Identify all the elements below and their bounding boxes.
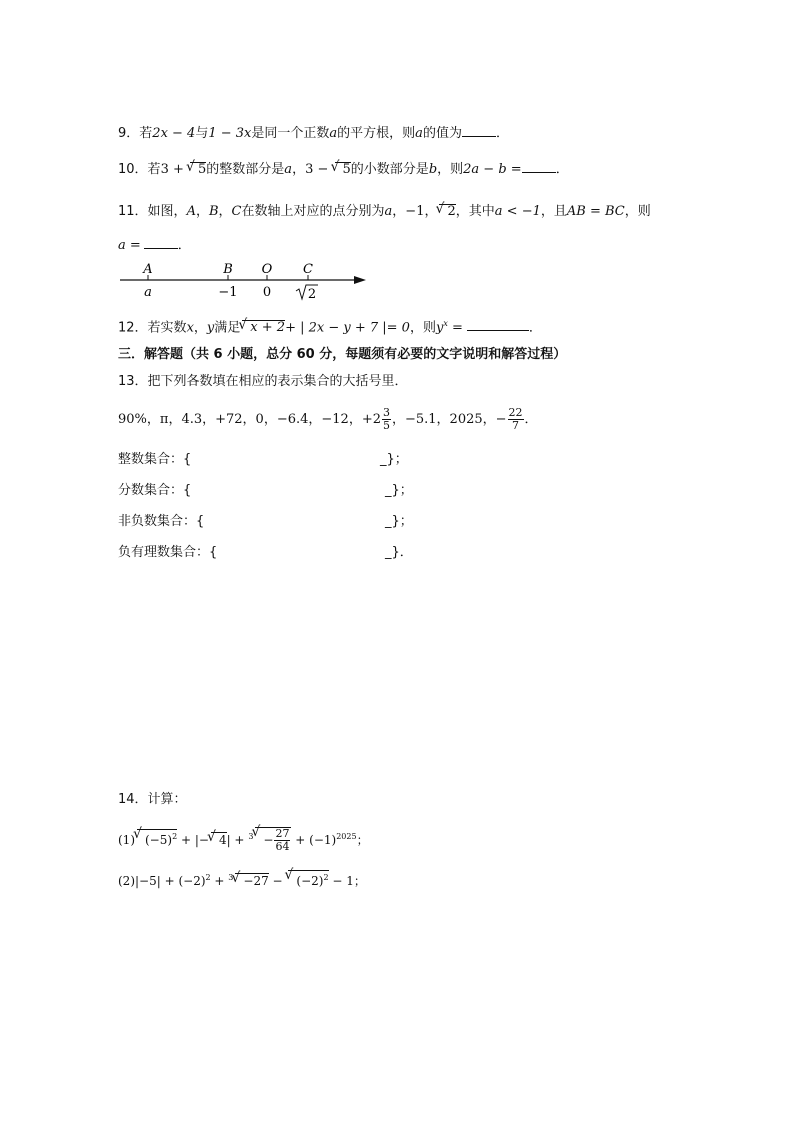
cuberoot-neg-27: √ −27: [235, 873, 268, 888]
label-A: A: [143, 262, 153, 277]
question-11: 11．如图，A，B，C在数轴上对应的点分别为a，−1，√ 2，其中a < −1，且AB = BC，则: [118, 202, 651, 222]
question-12: 12．若实数x，y满足√ x + 2+ | 2x − y + 7 |= 0，则$y^x$ = ．: [118, 314, 542, 338]
sqrt-x-plus-2: √ x + 2: [242, 320, 285, 335]
set-fractions-close: _}；: [385, 483, 413, 498]
value-0: 0: [262, 285, 272, 300]
q9-answer-blank: [462, 124, 496, 137]
q9-expr-2: 1 − 3x: [208, 126, 252, 141]
q13-number-list: 90%，π，4.3，+72，0，−6.4，−12，+2 $\frac{3}{5}$ ，−5.1，2025，− $\frac{22}{7}$ ．: [118, 406, 538, 432]
sqrt-5: √ 5: [335, 162, 351, 177]
sqrt-5: √ 5: [190, 162, 206, 177]
value-minus-1: −1: [218, 285, 238, 300]
question-14: 14．计算：: [118, 792, 187, 807]
q11-answer-blank: [144, 236, 178, 249]
arrow-right-icon: [354, 276, 366, 284]
q14-part-2: $(2)|-5| + (-2)^2 + ^3√ -27$ − √ $(-2)^2 - 1$；: [118, 866, 366, 893]
mixed-fraction: $\frac{3}{5}$: [382, 406, 390, 432]
q9-number: 9．: [118, 126, 140, 141]
set-integers: 整数集合：{: [118, 452, 192, 467]
section-3-heading: 三．解答题（共 6 小题，总分 60 分，每题须有必要的文字说明和解答过程）: [118, 347, 567, 362]
set-negative-rational: 负有理数集合：{: [118, 545, 218, 560]
label-C: C: [303, 262, 313, 277]
q9-expr-1: 2x − 4: [152, 126, 196, 141]
question-9: 9．若2x − 4与1 − 3x是同一个正数a的平方根，则a的值为 ．: [118, 126, 509, 141]
set-nonnegative-close: _}；: [385, 514, 413, 529]
set-integers-close: _}；: [380, 452, 408, 467]
value-sqrt-2: 2: [307, 287, 317, 302]
q12-number: 12．: [118, 320, 148, 336]
set-fractions: 分数集合：{: [118, 483, 192, 498]
question-11-line-2: a = ．: [118, 238, 191, 253]
q11-number: 11．: [118, 204, 148, 219]
sqrt-2: √ 2: [439, 204, 455, 219]
sqrt-neg2-squared: √ $(-2)^2$: [288, 870, 328, 888]
sqrt-neg5-squared: √ $(-5)^2$: [137, 829, 177, 847]
sqrt-4: √ 4: [211, 832, 227, 847]
question-13: 13．把下列各数填在相应的表示集合的大括号里．: [118, 374, 408, 389]
label-O: O: [261, 262, 273, 277]
number-line-figure: [118, 258, 378, 304]
q14-part-1: (1)√ $(-5)^2$ + |−√ 4| + $^3$√ − $\frac{27}{64}$ + $(-1)^{2025}$；: [118, 822, 369, 855]
fraction-22-7: $\frac{22}{7}$: [508, 406, 523, 432]
q12-answer-blank: [467, 318, 529, 331]
q10-answer-blank: [522, 160, 556, 173]
cuberoot-neg-27-64: √ − $\frac{27}{64}$: [255, 827, 291, 853]
set-negative-rational-close: _}．: [385, 545, 413, 560]
question-10: 10．若3 + √ 5的整数部分是a，3 − √ 5的小数部分是b，则2a − b = ．: [118, 160, 569, 180]
value-a: a: [144, 285, 152, 300]
label-B: B: [223, 262, 233, 277]
set-nonnegative: 非负数集合：{: [118, 514, 205, 529]
q10-number: 10．: [118, 162, 148, 177]
